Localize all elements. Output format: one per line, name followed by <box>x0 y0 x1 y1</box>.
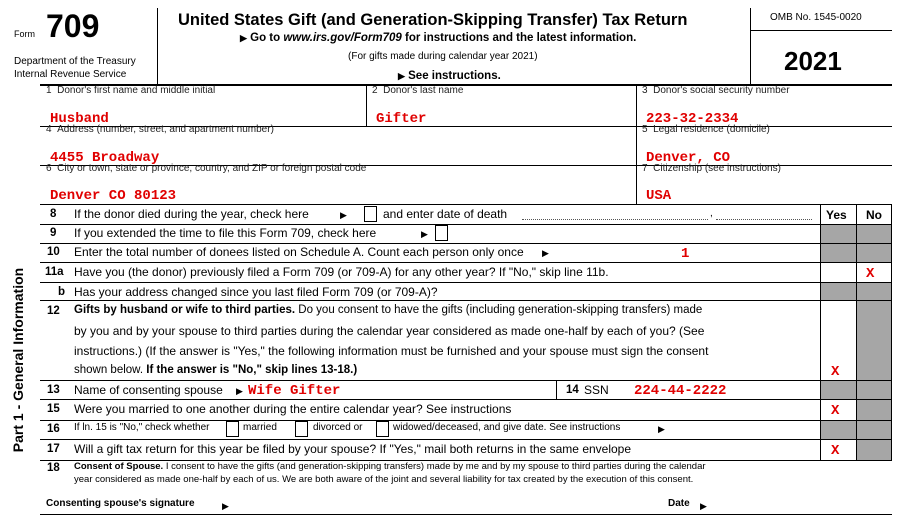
donor-ssn[interactable]: 223-32-2334 <box>646 111 739 127</box>
spouse-ssn[interactable]: 224-44-2222 <box>634 383 727 399</box>
line11a-num: 11a <box>45 266 64 278</box>
arrow-icon: ▶ <box>658 424 665 434</box>
extension-checkbox[interactable] <box>435 225 448 241</box>
line15-text: Were you married to one another during the entire calendar year? See instructions <box>74 402 512 416</box>
divorced-checkbox[interactable] <box>295 421 308 437</box>
signature-field[interactable] <box>236 494 656 512</box>
opt-married-label: married <box>243 422 277 433</box>
opt-widowed-label: widowed/deceased, and give date. See instructions <box>393 422 621 433</box>
widowed-checkbox[interactable] <box>376 421 389 437</box>
dept-line2: Internal Revenue Service <box>14 69 127 80</box>
line16-text: If ln. 15 is "No," check whether <box>74 422 210 433</box>
arrow-icon: ▶ <box>340 210 347 220</box>
part1-side-label: Part 1 - General Information <box>10 267 26 453</box>
arrow-icon: ▶ <box>542 248 549 258</box>
line17-text: Will a gift tax return for this year be filed by your spouse? If "Yes," mail both returns in the same envelope <box>74 442 632 456</box>
no-column-header: No <box>866 208 882 222</box>
field7-label: 7 Citizenship (see instructions) <box>642 163 781 174</box>
line13-text: Name of consenting spouse <box>74 383 223 397</box>
line12-text4: shown below. If the answer is "No," skip lines 13-18.) <box>74 364 358 376</box>
donor-first-name[interactable]: Husband <box>50 111 109 127</box>
form-title: United States Gift (and Generation-Skipping Transfer) Tax Return <box>178 11 688 29</box>
see-instructions: ▶ See instructions. <box>398 70 501 82</box>
field3-label: 3 Donor's social security number <box>642 85 790 96</box>
consenting-spouse-name[interactable]: Wife Gifter <box>248 383 341 399</box>
number-of-donees[interactable]: 1 <box>681 246 690 262</box>
line11b-num: b <box>58 286 66 298</box>
line13-num: 13 <box>47 384 60 396</box>
irs-link[interactable]: www.irs.gov/Form709 <box>283 32 402 44</box>
arrow-icon: ▶ <box>222 501 229 511</box>
line14-num: 14 <box>566 384 579 396</box>
line11a-no-answer[interactable]: X <box>866 266 875 282</box>
arrow-icon: ▶ <box>421 229 428 239</box>
line9-num: 9 <box>50 227 57 239</box>
line11b-text: Has your address changed since you last filed Form 709 (or 709-A)? <box>74 285 438 299</box>
line17-num: 17 <box>47 443 60 455</box>
form-label: Form <box>14 29 35 39</box>
goto-line: ▶ Go to www.irs.gov/Form709 for instructions and the latest information. <box>240 32 637 44</box>
calendar-note: (For gifts made during calendar year 2021) <box>348 51 538 62</box>
donor-died-checkbox[interactable] <box>364 206 377 222</box>
line8-num: 8 <box>50 208 57 220</box>
married-checkbox[interactable] <box>226 421 239 437</box>
date-of-death-field[interactable] <box>522 219 708 220</box>
line16-num: 16 <box>47 423 60 435</box>
yes-column-header: Yes <box>826 208 847 222</box>
line18-text1: Consent of Spouse. I consent to have the gifts (and generation-skipping transfers) made by me and by my spouse to third parties during the calendar <box>74 461 706 472</box>
line12-text3: instructions.) (If the answer is "Yes," the following information must be furnished and your spouse must sign the consent <box>74 344 709 358</box>
line9-text: If you extended the time to file this Form 709, check here <box>74 226 377 240</box>
line12-yes-answer[interactable]: X <box>831 364 840 380</box>
omb-number: OMB No. 1545-0020 <box>770 12 862 23</box>
form-number: 709 <box>46 8 100 44</box>
date-of-death-year-field[interactable] <box>716 219 812 220</box>
citizenship[interactable]: USA <box>646 188 672 204</box>
field5-label: 5 Legal residence (domicile) <box>642 124 770 135</box>
line12-text2: by you and by your spouse to third parties during the calendar year considered as made one-half by each of you? (See <box>74 324 705 338</box>
line10-num: 10 <box>47 246 60 258</box>
arrow-icon: ▶ <box>236 386 243 396</box>
line8-text: If the donor died during the year, check here <box>74 207 309 221</box>
field2-label: 2 Donor's last name <box>372 85 464 96</box>
line17-yes-answer[interactable]: X <box>831 443 840 459</box>
signature-date-field[interactable] <box>712 494 882 512</box>
donor-last-name[interactable]: Gifter <box>376 111 427 127</box>
arrow-icon: ▶ <box>398 71 405 81</box>
field4-label: 4 Address (number, street, and apartment number) <box>46 124 274 135</box>
arrow-icon: ▶ <box>700 501 707 511</box>
line15-num: 15 <box>47 403 60 415</box>
line12-text1: Gifts by husband or wife to third parties. Do you consent to have the gifts (including generation-skipping transfers) made <box>74 304 703 316</box>
donor-city-state-zip[interactable]: Denver CO 80123 <box>50 188 177 204</box>
line8-text2: and enter date of death <box>383 207 508 221</box>
field6-label: 6 City or town, state or province, country, and ZIP or foreign postal code <box>46 163 367 174</box>
donor-address[interactable]: 4455 Broadway <box>50 150 160 166</box>
line18-num: 18 <box>47 462 60 474</box>
line11a-text: Have you (the donor) previously filed a Form 709 (or 709-A) for any other year? If "No," skip line 11b. <box>74 265 609 279</box>
field1-label: 1 Donor's first name and middle initial <box>46 85 216 96</box>
line15-yes-answer[interactable]: X <box>831 403 840 419</box>
spouse-signature-label: Consenting spouse's signature <box>46 498 195 509</box>
opt-divorced-label: divorced or <box>313 422 363 433</box>
arrow-icon: ▶ <box>240 33 247 43</box>
line10-text: Enter the total number of donees listed on Schedule A. Count each person only once <box>74 245 524 259</box>
line18-text2: year considered as made one-half by each of us. We are both aware of the joint and several liability for tax created by the execution of this consent. <box>74 474 694 485</box>
tax-year: 2021 <box>784 46 842 76</box>
line14-text: SSN <box>584 383 609 397</box>
legal-residence[interactable]: Denver, CO <box>646 150 731 166</box>
line12-num: 12 <box>47 305 60 317</box>
date-label: Date <box>668 498 690 509</box>
dept-line1: Department of the Treasury <box>14 56 136 67</box>
